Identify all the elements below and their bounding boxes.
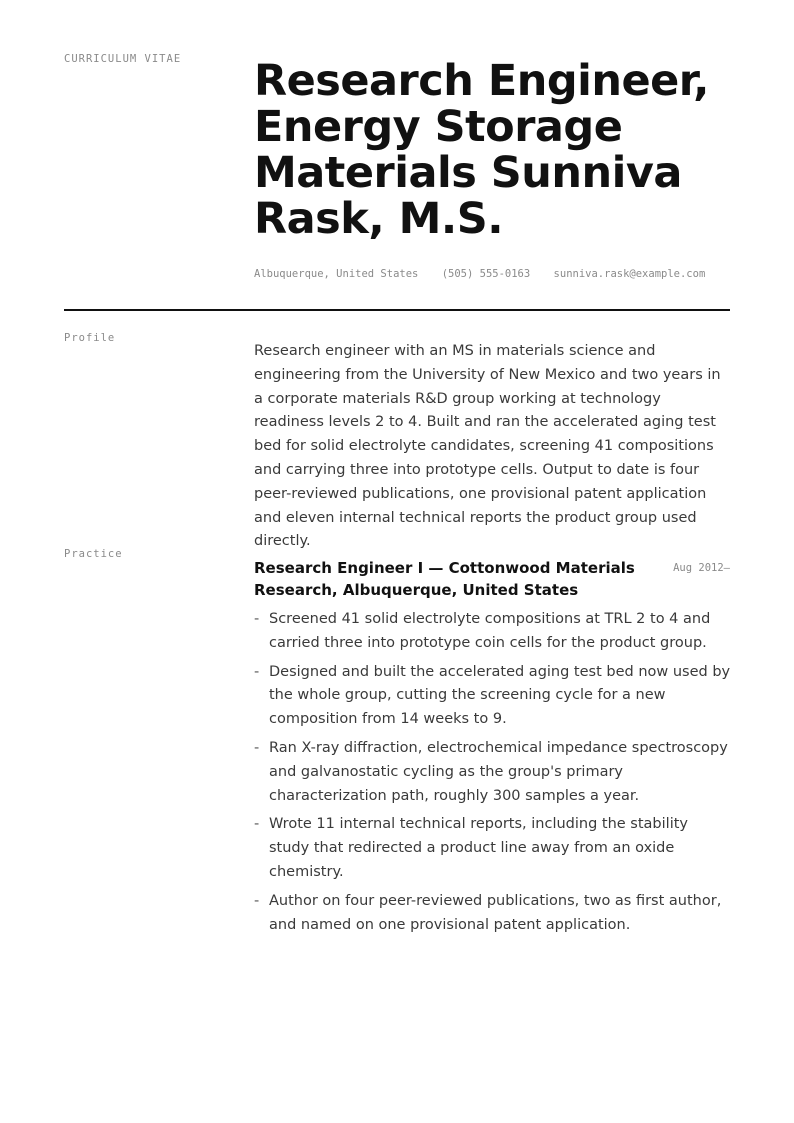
bullet-marker: - bbox=[254, 892, 260, 909]
header-divider bbox=[64, 309, 730, 311]
list-item bbox=[254, 608, 732, 656]
bullet-text: Designed and built the accelerated aging test bed now used by the whole group, cutting the screening cycle for a new composition from 14 weeks to 9. bbox=[269, 663, 731, 728]
bullet-marker: - bbox=[254, 663, 260, 680]
profile-section-label: Profile bbox=[64, 332, 116, 344]
bullet-text: Screened 41 solid electrolyte compositions at TRL 2 to 4 and carried three into prototype coin cells for the product group. bbox=[269, 611, 711, 651]
list-item bbox=[254, 737, 732, 808]
list-item bbox=[254, 661, 732, 732]
bullet-marker: - bbox=[254, 611, 260, 627]
list-item bbox=[254, 890, 732, 938]
contact-line bbox=[254, 268, 722, 280]
contact-phone: (505) 555-0163 bbox=[441, 268, 531, 280]
candidate-name-heading: Research Engineer, Energy Storage Materials Sunniva Rask, M.S. bbox=[254, 56, 709, 244]
bullet-marker: - bbox=[254, 739, 260, 756]
bullet-marker: - bbox=[254, 816, 260, 833]
profile-summary: Research engineer with an MS in materials science and engineering from the University of New Mexico and two years in a corporate materials R&D group working at technology readiness levels 2 to 4. Built and ran the accelerated aging test bed for solid electrolyte candidates, screening 41 compositions and carrying three into prototype cells. Output to date is four peer-reviewed publications, one provisional patent application and eleven internal technical reports the product group used directly. bbox=[254, 343, 721, 550]
contact-email: sunniva.rask@example.com bbox=[553, 268, 706, 280]
list-item bbox=[254, 813, 732, 884]
contact-location: Albuquerque, United States bbox=[254, 268, 419, 280]
practice-section-label: Practice bbox=[64, 548, 123, 560]
job-title: Research Engineer I — Cottonwood Materials Research, Albuquerque, United States bbox=[254, 559, 635, 599]
job-bullet-list bbox=[254, 608, 732, 942]
document-type-label: CURRICULUM VITAE bbox=[64, 53, 182, 65]
job-date: Aug 2012– bbox=[673, 562, 730, 574]
bullet-text: Author on four peer-reviewed publications, two as first author, and named on one provisional patent application. bbox=[269, 892, 722, 933]
bullet-text: Wrote 11 internal technical reports, including the stability study that redirected a product line away from an oxide chemistry. bbox=[269, 816, 688, 880]
bullet-text: Ran X-ray diffraction, electrochemical impedance spectroscopy and galvanostatic cycling as the group's primary characterization path, roughly 300 samples a year. bbox=[269, 739, 728, 804]
